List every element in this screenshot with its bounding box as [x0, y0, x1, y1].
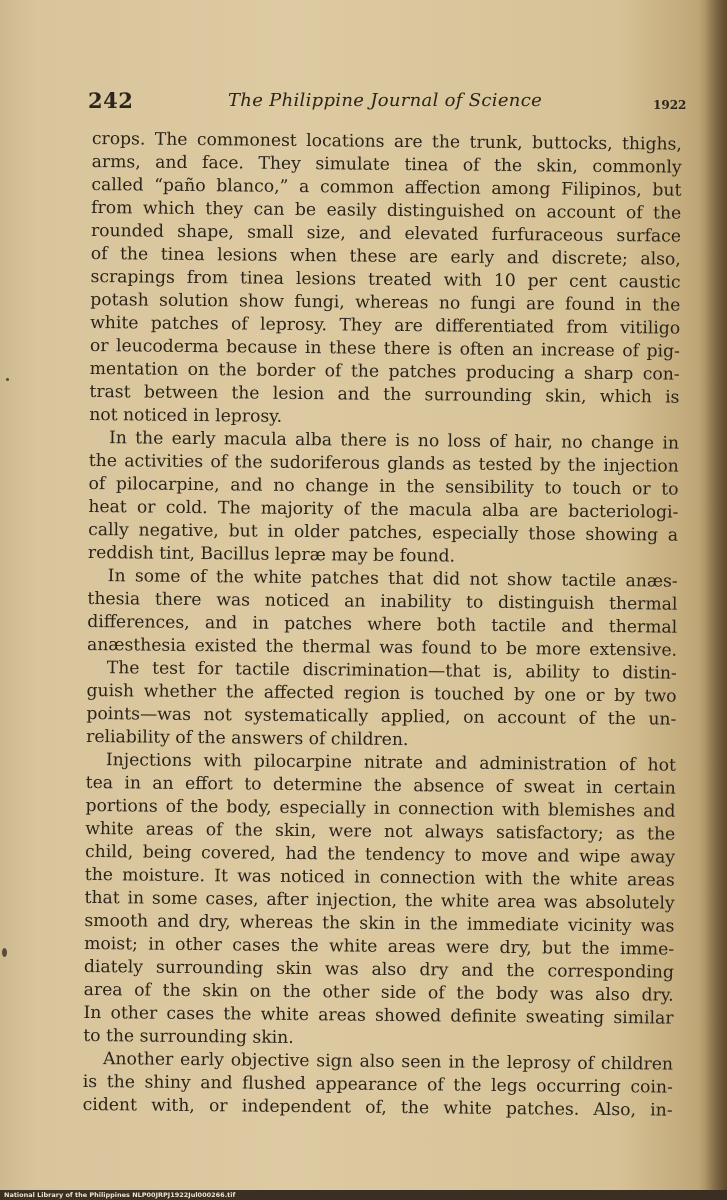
text-line: not noticed in leprosy.: [89, 404, 283, 427]
text-line: thesia there was noticed an inability to distinguish thermal: [87, 588, 678, 615]
text-line: arms, and face. They simulate tinea of the skin, commonly: [91, 151, 682, 178]
text-line: portions of the body, especially in connection with blemishes and: [85, 795, 676, 822]
text-line: smooth and dry, whereas the skin in the immediate vicinity was: [84, 910, 675, 937]
text-line: the activities of the sudoriferous glands as tested by the injection: [88, 450, 679, 477]
body-text: [83, 128, 682, 1123]
text-line: white areas of the skin, were not always satisfactory; as the: [85, 818, 676, 845]
text-line: cident with, or independent of, the white patches. Also, in-: [82, 1094, 673, 1121]
header-year: 1922: [653, 98, 687, 112]
page-header: [88, 88, 688, 118]
text-line: to the surrounding skin.: [83, 1025, 294, 1048]
page-number: 242: [88, 88, 134, 113]
text-line: is the shiny and flushed appearance of the legs occurring coin-: [82, 1071, 673, 1098]
text-line: from which they can be easily distinguished on account of the: [91, 197, 682, 224]
text-line: potash solution show fungi, whereas no fungi are found in the: [90, 289, 681, 316]
text-line: differences, and in patches where both tactile and thermal: [87, 611, 678, 638]
text-line: Another early objective sign also seen in the leprosy of children: [102, 1049, 674, 1075]
text-line: crops. The commonest locations are the trunk, buttocks, thighs,: [91, 128, 682, 155]
text-line: diately surrounding skin was also dry and the corresponding: [83, 956, 675, 983]
text-line: or leucoderma because in these there is often an increase of pig-: [89, 335, 680, 362]
text-line: moist; in other cases the white areas were dry, but the imme-: [84, 933, 675, 960]
text-line: guish whether the affected region is touched by one or by two: [86, 680, 677, 707]
scan-speck: [6, 378, 9, 381]
text-line: The test for tactile discrimination—that is, ability to distin-: [106, 658, 677, 684]
text-line: child, being covered, had the tendency to move and wipe away: [84, 841, 676, 868]
text-line: that in some cases, after injection, the white area was absolutely: [84, 887, 675, 914]
text-line: Injections with pilocarpine nitrate and administration of hot: [105, 750, 677, 776]
text-line: trast between the lesion and the surrounding skin, which is: [89, 381, 680, 408]
text-line: rounded shape, small size, and elevated furfuraceous surface: [90, 220, 682, 247]
text-line: tea in an effort to determine the absence of sweat in certain: [85, 772, 676, 799]
text-line: In other cases the white areas showed definite sweating similar: [83, 1002, 674, 1029]
text-line: area of the skin on the other side of the body was also dry.: [83, 979, 674, 1006]
text-line: heat or cold. The majority of the macula alba are bacteriologi-: [88, 496, 679, 523]
page-edge-shadow: [705, 0, 727, 1200]
running-head: The Philippine Journal of Science: [228, 90, 543, 111]
text-line: the moisture. It was noticed in connection with the white areas: [84, 864, 675, 891]
text-line: reliability of the answers of children.: [86, 726, 409, 751]
text-line: of pilocarpine, and no change in the sensibility to touch or to: [88, 473, 679, 500]
text-line: mentation on the border of the patches producing a sharp con-: [89, 358, 680, 385]
text-line: called “paño blanco,” a common affection among Filipinos, but: [91, 174, 682, 201]
scan-footer: [0, 1190, 727, 1200]
text-line: white patches of leprosy. They are differentiated from vitiligo: [90, 312, 681, 339]
text-line: reddish tint, Bacillus lepræ may be found.: [87, 542, 456, 567]
text-line: scrapings from tinea lesions treated with 10 per cent caustic: [90, 266, 681, 293]
scan-footer-text: National Library of the Philippines NLP00JRPJ1922Jul000266.tif: [4, 1191, 236, 1199]
text-line: cally negative, but in older patches, especially those showing a: [88, 519, 679, 546]
text-line: In some of the white patches that did not show tactile anæs-: [107, 566, 678, 592]
text-line: points—was not systematically applied, on account of the un-: [86, 703, 677, 730]
text-line: of the tinea lesions when these are early and discrete; also,: [90, 243, 681, 270]
text-line: anæsthesia existed the thermal was found to be more extensive.: [86, 634, 678, 661]
text-line: In the early macula alba there is no loss of hair, no change in: [108, 428, 680, 454]
scan-speck: [2, 948, 7, 957]
